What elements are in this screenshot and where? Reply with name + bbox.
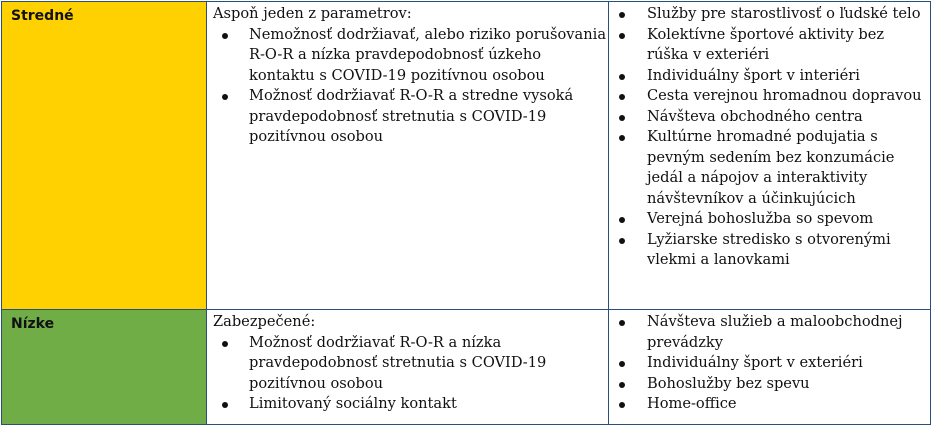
parameters-heading: Zabezpečené: [213,313,316,330]
bullet-icon [619,238,625,244]
activity-text: Bohoslužby bez spevu [647,374,810,392]
activity-text: Home-office [647,395,737,412]
activity-text: Návšteva služieb a maloobchodnej prevádzky [647,313,903,351]
activities-list [609,4,926,271]
activity-text: Individuálny šport v exteriéri [647,354,863,371]
parameters-cell [207,2,609,310]
bullet-icon [619,135,625,141]
bullet-icon [619,74,625,80]
risk-level-cell [2,2,207,310]
bullet-icon [619,33,625,39]
activities-cell [609,310,931,425]
risk-level-cell [2,310,207,425]
activities-cell [609,2,931,310]
bullet-icon [222,33,228,39]
parameter-text: Nemožnosť dodržiavať, alebo riziko porušovania R-O-R a nízka pravdepodobnosť úzkeho kontaktu s COVID-19 pozitívnou osobou [249,25,607,84]
table-row-medium [2,2,931,310]
list-item [609,66,926,87]
list-item [213,394,608,415]
activity-text: Lyžiarske stredisko s otvorenými vlekmi a lanovkami [647,230,891,268]
bullet-icon [619,94,625,100]
bullet-icon [619,217,625,223]
list-item [609,107,926,128]
parameters-heading: Aspoň jeden z parametrov: [213,5,412,22]
bullet-icon [619,382,625,388]
list-item [609,353,926,374]
risk-level-label: Nízke [11,316,55,332]
list-item [609,127,926,209]
risk-level-label: Stredné [11,8,74,24]
list-item [609,394,926,415]
list-item [213,25,608,87]
list-item [609,86,926,107]
parameters-cell [207,310,609,425]
bullet-icon [619,402,625,408]
activity-text: Služby pre starostlivosť o ľudské telo [647,5,921,22]
activity-text: Kolektívne športové aktivity bez rúška v exteriéri [647,25,885,63]
parameter-text: Limitovaný sociálny kontakt [249,395,457,412]
risk-level-table [1,1,931,425]
bullet-icon [619,115,625,121]
list-item [609,230,926,271]
activity-text: Kultúrne hromadné podujatia s pevným sedením bez konzumácie jedál a nápojov a interaktivity návštevníkov a účinkujúcich [647,128,895,207]
list-item [213,86,608,148]
list-item [609,4,926,25]
list-item [609,25,926,66]
parameters-list [213,333,608,415]
list-item [213,333,608,395]
list-item [609,209,926,230]
list-item [609,374,926,395]
activity-text: Individuálny šport v interiéri [647,66,860,84]
activity-text: Verejná bohoslužba so spevom [647,210,874,227]
bullet-icon [222,94,228,100]
bullet-icon [222,341,228,347]
list-item [609,312,926,353]
bullet-icon [619,320,625,326]
bullet-icon [222,402,228,408]
parameter-text: Možnosť dodržiavať R-O-R a nízka pravdepodobnosť stretnutia s COVID-19 pozitívnou osobou [249,333,547,392]
activity-text: Cesta verejnou hromadnou dopravou [647,87,922,104]
activity-text: Návšteva obchodného centra [647,107,863,125]
parameter-text: Možnosť dodržiavať R-O-R a stredne vysoká pravdepodobnosť stretnutia s COVID-19 pozitívnou osobou [249,87,574,145]
bullet-icon [619,361,625,367]
parameters-list [213,25,608,148]
bullet-icon [619,12,625,18]
table-row-low [2,310,931,425]
activities-list [609,312,926,415]
